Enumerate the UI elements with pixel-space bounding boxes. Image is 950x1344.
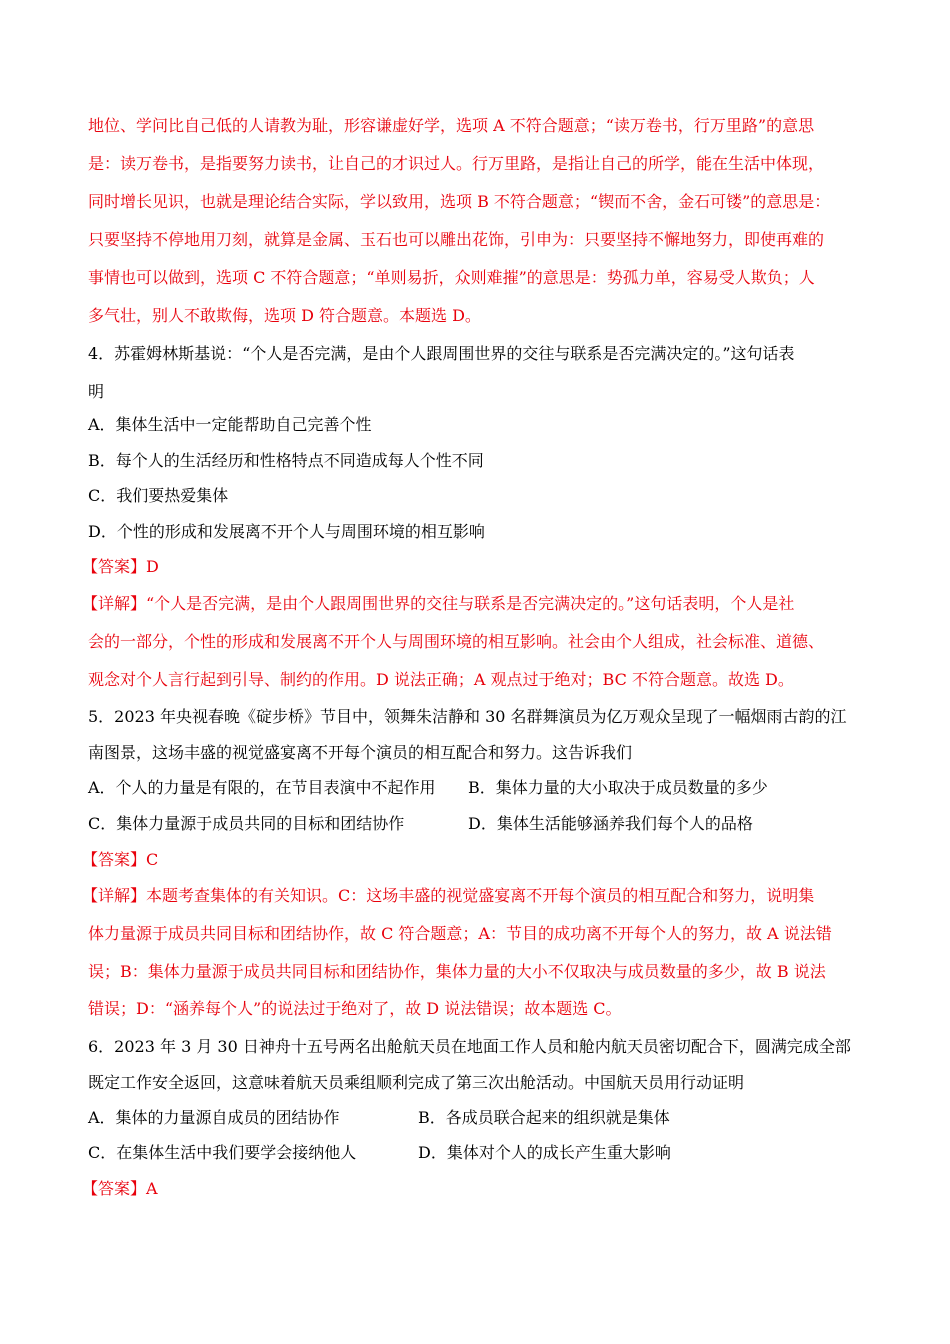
question-4-answer: 【答案】D: [82, 557, 159, 576]
question-6-stem: 6．2023 年 3 月 30 日神舟十五号两名出舱航天员在地面工作人员和舱内航天员密切配合下，圆满完成全部: [88, 1037, 851, 1056]
explanation-line: 地位、学问比自己低的人请教为耻，形容谦虚好学，选项 A 不符合题意；“读万卷书，行万里路”的意思: [88, 116, 815, 135]
question-6-stem: 既定工作安全返回，这意味着航天员乘组顺利完成了第三次出舱活动。中国航天员用行动证明: [88, 1073, 745, 1092]
question-5-explanation: 【详解】本题考查集体的有关知识。C：这场丰盛的视觉盛宴离不开每个演员的相互配合和努力，说明集: [82, 886, 815, 905]
question-4-stem: 明: [88, 382, 105, 401]
explanation-line: 事情也可以做到，选项 C 不符合题意；“单则易折，众则难摧”的意思是：势孤力单，容易受人欺负；人: [88, 268, 815, 287]
question-5-stem: 南图景，这场丰盛的视觉盛宴离不开每个演员的相互配合和努力。这告诉我们: [88, 743, 633, 762]
question-5-explanation: 误；B：集体力量源于成员共同目标和团结协作，集体力量的大小不仅取决与成员数量的多少，故 B 说法: [88, 962, 826, 981]
explanation-line: 是：读万卷书，是指要努力读书，让自己的才识过人。行万里路，是指让自己的所学，能在生活中体现，: [88, 154, 825, 173]
question-5-explanation: 错误；D：“涵养每个人”的说法过于绝对了，故 D 说法错误；故本题选 C。: [88, 999, 622, 1018]
question-4-option-b: B．每个人的生活经历和性格特点不同造成每人个性不同: [88, 451, 484, 470]
question-6-option-d: D．集体对个人的成长产生重大影响: [418, 1143, 671, 1162]
question-4-stem: 4．苏霍姆林斯基说：“个人是否完满，是由个人跟周围世界的交往与联系是否完满决定的。”这句话表: [88, 344, 795, 363]
question-6-option-a: A．集体的力量源自成员的团结协作: [88, 1108, 340, 1127]
question-5-stem: 5．2023 年央视春晚《碇步桥》节目中，领舞朱洁静和 30 名群舞演员为亿万观众呈现了一幅烟雨古韵的江: [88, 707, 847, 726]
explanation-line: 同时增长见识，也就是理论结合实际，学以致用，选项 B 不符合题意；“锲而不舍，金石可镂”的意思是：: [88, 192, 831, 211]
question-4-explanation: 会的一部分，个性的形成和发展离不开个人与周围环境的相互影响。社会由个人组成，社会标准、道德、: [88, 632, 825, 651]
question-4-option-c: C．我们要热爱集体: [88, 486, 229, 505]
question-6-answer: 【答案】A: [82, 1179, 158, 1198]
question-4-explanation: 观念对个人言行起到引导、制约的作用。D 说法正确；A 观点过于绝对；BC 不符合题意。故选 D。: [88, 670, 794, 689]
question-5-option-a: A．个人的力量是有限的，在节目表演中不起作用: [88, 778, 436, 797]
question-6-option-b: B．各成员联合起来的组织就是集体: [418, 1108, 670, 1127]
explanation-line: 多气壮，别人不敢欺侮，选项 D 符合题意。本题选 D。: [88, 306, 481, 325]
question-4-explanation: 【详解】“个人是否完满，是由个人跟周围世界的交往与联系是否完满决定的。”这句话表明，个人是社: [82, 594, 795, 613]
question-5-option-d: D．集体生活能够涵养我们每个人的品格: [468, 814, 753, 833]
question-5-answer: 【答案】C: [82, 850, 159, 869]
explanation-line: 只要坚持不停地用刀刻，就算是金属、玉石也可以雕出花饰，引申为：只要坚持不懈地努力，即使再难的: [88, 230, 825, 249]
question-5-option-c: C．集体力量源于成员共同的目标和团结协作: [88, 814, 405, 833]
question-4-option-a: A．集体生活中一定能帮助自己完善个性: [88, 415, 372, 434]
question-6-option-c: C．在集体生活中我们要学会接纳他人: [88, 1143, 357, 1162]
question-5-option-b: B．集体力量的大小取决于成员数量的多少: [468, 778, 768, 797]
question-4-option-d: D．个性的形成和发展离不开个人与周围环境的相互影响: [88, 522, 485, 541]
question-5-explanation: 体力量源于成员共同目标和团结协作，故 C 符合题意；A：节目的成功离不开每个人的努力，故 A 说法错: [88, 924, 832, 943]
